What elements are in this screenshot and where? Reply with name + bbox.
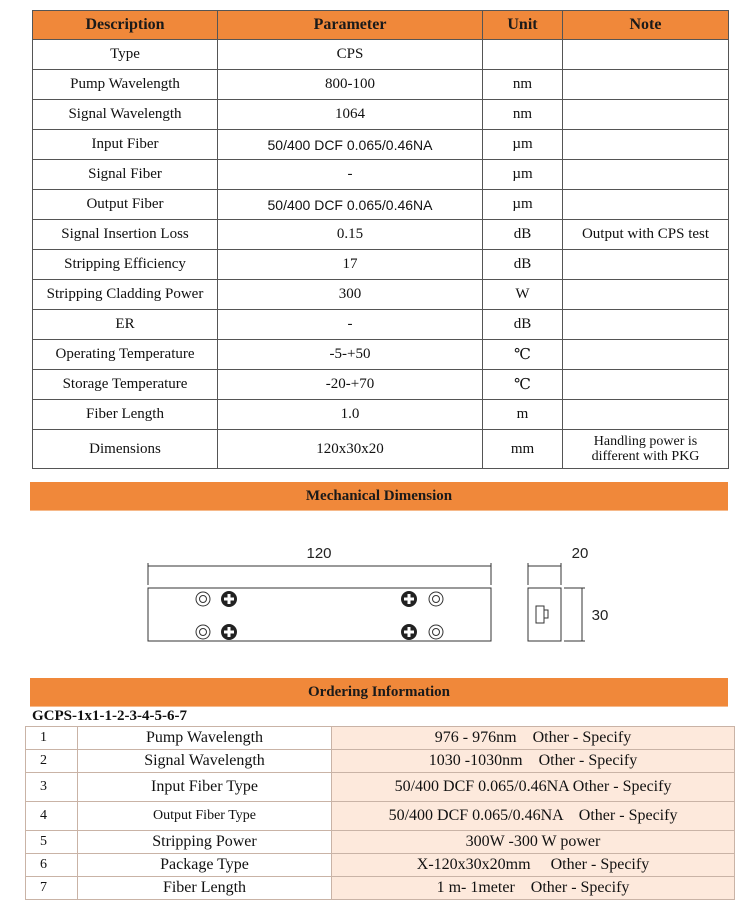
cell-note xyxy=(563,160,729,190)
cell-parameter: 800-100 xyxy=(218,70,483,100)
order-number: 6 xyxy=(26,854,78,877)
table-row xyxy=(33,100,729,130)
screw-icon xyxy=(401,591,417,607)
order-value: 300W -300 W power xyxy=(332,831,735,854)
table-row xyxy=(33,340,729,370)
table-row xyxy=(26,802,735,831)
spec-header-row xyxy=(33,11,729,40)
table-row xyxy=(33,250,729,280)
cell-parameter: CPS xyxy=(218,40,483,70)
header-note: Note xyxy=(563,11,729,40)
mechanical-drawing xyxy=(0,530,747,665)
banner-divider xyxy=(30,510,728,511)
order-value: 50/400 DCF 0.065/0.46NA Other - Specify xyxy=(332,773,735,802)
screw-icon xyxy=(221,624,237,640)
order-number: 4 xyxy=(26,802,78,831)
cell-unit: dB xyxy=(483,310,563,340)
order-number: 5 xyxy=(26,831,78,854)
order-item: Pump Wavelength xyxy=(78,727,332,750)
order-value: 976 - 976nm Other - Specify xyxy=(332,727,735,750)
table-row xyxy=(33,370,729,400)
table-row xyxy=(26,831,735,854)
table-row xyxy=(33,430,729,469)
order-value: 1 m- 1meter Other - Specify xyxy=(332,877,735,900)
order-item: Fiber Length xyxy=(78,877,332,900)
cell-description: Signal Wavelength xyxy=(33,100,218,130)
order-item: Package Type xyxy=(78,854,332,877)
note-line: Handling power is xyxy=(593,434,698,449)
cell-unit: ℃ xyxy=(483,340,563,370)
table-row xyxy=(33,190,729,220)
cell-description: Stripping Cladding Power xyxy=(33,280,218,310)
order-item: Stripping Power xyxy=(78,831,332,854)
table-row xyxy=(33,220,729,250)
cell-unit: mm xyxy=(483,430,563,469)
cell-description: Operating Temperature xyxy=(33,340,218,370)
spec-table xyxy=(32,10,729,469)
table-row xyxy=(33,280,729,310)
height-dimension-label: 30 xyxy=(591,607,609,624)
cell-description: Output Fiber xyxy=(33,190,218,220)
order-number: 3 xyxy=(26,773,78,802)
depth-dimension-label: 20 xyxy=(571,545,589,562)
cell-unit: m xyxy=(483,400,563,430)
cell-parameter: 0.15 xyxy=(218,220,483,250)
cell-description: ER xyxy=(33,310,218,340)
cell-unit: nm xyxy=(483,100,563,130)
cell-note xyxy=(563,130,729,160)
cell-parameter: 120x30x20 xyxy=(218,430,483,469)
cell-unit: dB xyxy=(483,250,563,280)
cell-description: Signal Fiber xyxy=(33,160,218,190)
length-dimension-label: 120 xyxy=(306,545,332,562)
cell-description: Dimensions xyxy=(33,430,218,469)
cell-note xyxy=(563,190,729,220)
table-row xyxy=(26,727,735,750)
cell-note: Output with CPS test xyxy=(563,220,729,250)
order-value: X-120x30x20mm Other - Specify xyxy=(332,854,735,877)
table-row xyxy=(33,130,729,160)
order-item: Signal Wavelength xyxy=(78,750,332,773)
cell-parameter: 50/400 DCF 0.065/0.46NA xyxy=(218,190,483,220)
cell-parameter: 1064 xyxy=(218,100,483,130)
table-row xyxy=(33,40,729,70)
cell-description: Signal Insertion Loss xyxy=(33,220,218,250)
cell-unit: dB xyxy=(483,220,563,250)
table-row xyxy=(33,310,729,340)
part-number-code: GCPS-1x1-1-2-3-4-5-6-7 xyxy=(32,708,187,724)
cell-parameter: 17 xyxy=(218,250,483,280)
table-row xyxy=(26,854,735,877)
order-item: Output Fiber Type xyxy=(78,802,332,831)
cell-parameter: -5-+50 xyxy=(218,340,483,370)
cell-unit: nm xyxy=(483,70,563,100)
cell-unit: µm xyxy=(483,190,563,220)
order-item: Input Fiber Type xyxy=(78,773,332,802)
cell-unit: µm xyxy=(483,130,563,160)
cell-unit: W xyxy=(483,280,563,310)
cell-note xyxy=(563,340,729,370)
banner-divider xyxy=(30,706,728,707)
order-number: 2 xyxy=(26,750,78,773)
table-row xyxy=(26,877,735,900)
table-row xyxy=(33,70,729,100)
cell-parameter: 50/400 DCF 0.065/0.46NA xyxy=(218,130,483,160)
cell-note xyxy=(563,70,729,100)
mechanical-dimension-banner: Mechanical Dimension xyxy=(30,482,728,510)
cell-note xyxy=(563,100,729,130)
ordering-information-banner: Ordering Information xyxy=(30,678,728,706)
cell-description: Input Fiber xyxy=(33,130,218,160)
cell-parameter: 300 xyxy=(218,280,483,310)
cell-description: Fiber Length xyxy=(33,400,218,430)
cell-note xyxy=(563,430,729,469)
cell-description: Type xyxy=(33,40,218,70)
header-parameter: Parameter xyxy=(218,11,483,40)
side-view xyxy=(528,563,585,641)
order-number: 1 xyxy=(26,727,78,750)
cell-parameter: - xyxy=(218,160,483,190)
ordering-table xyxy=(25,726,735,900)
cell-parameter: 1.0 xyxy=(218,400,483,430)
table-row xyxy=(26,773,735,802)
header-unit: Unit xyxy=(483,11,563,40)
table-row xyxy=(33,160,729,190)
screw-icon xyxy=(221,591,237,607)
order-value: 50/400 DCF 0.065/0.46NA Other - Specify xyxy=(332,802,735,831)
cell-parameter: - xyxy=(218,310,483,340)
cell-note xyxy=(563,400,729,430)
cell-note xyxy=(563,280,729,310)
cell-parameter: -20-+70 xyxy=(218,370,483,400)
table-row xyxy=(26,750,735,773)
screw-icon xyxy=(401,624,417,640)
cell-note xyxy=(563,40,729,70)
order-value: 1030 -1030nm Other - Specify xyxy=(332,750,735,773)
note-line: different with PKG xyxy=(591,449,700,464)
cell-unit: ℃ xyxy=(483,370,563,400)
table-row xyxy=(33,400,729,430)
cell-description: Pump Wavelength xyxy=(33,70,218,100)
header-description: Description xyxy=(33,11,218,40)
order-number: 7 xyxy=(26,877,78,900)
cell-unit: µm xyxy=(483,160,563,190)
cell-note xyxy=(563,250,729,280)
cell-note xyxy=(563,310,729,340)
cell-unit xyxy=(483,40,563,70)
front-view xyxy=(148,563,491,641)
cell-description: Stripping Efficiency xyxy=(33,250,218,280)
cell-note xyxy=(563,370,729,400)
cell-description: Storage Temperature xyxy=(33,370,218,400)
